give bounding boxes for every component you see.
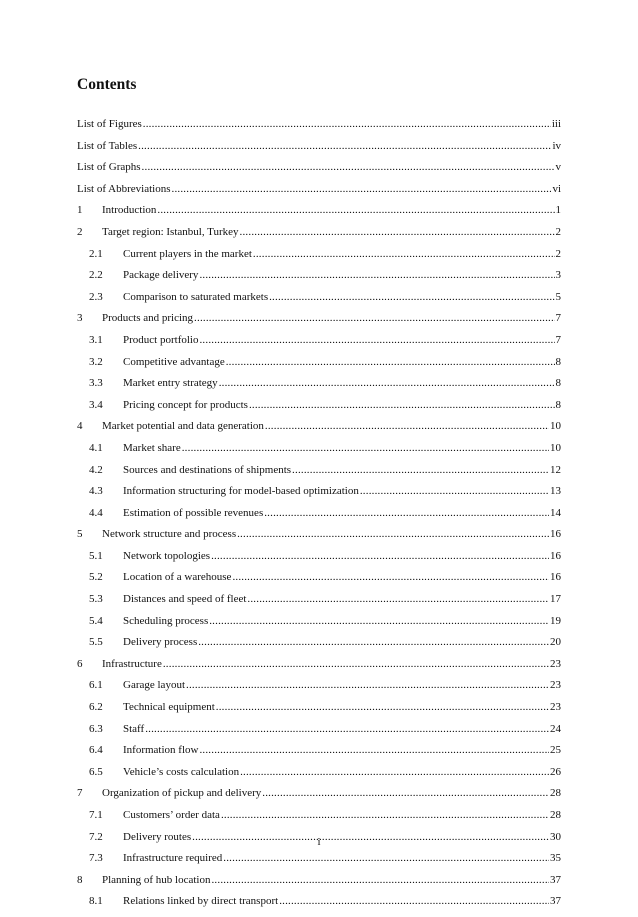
- toc-entry: [77, 226, 561, 248]
- dot-leader: [292, 464, 549, 476]
- toc-entry-title: Customers’ order data: [123, 809, 220, 821]
- toc-entry: [77, 701, 561, 723]
- toc-entry-title: Network topologies: [123, 549, 211, 562]
- toc-entry-number: 6.3: [89, 722, 103, 735]
- dot-leader: [186, 679, 549, 691]
- dot-leader: [269, 291, 554, 303]
- toc-entry: [77, 420, 561, 442]
- toc-entry-number: 2.3: [89, 290, 103, 303]
- dot-leader: [221, 809, 549, 821]
- toc-entry-page: 23: [550, 679, 561, 692]
- dot-leader: [279, 895, 549, 907]
- toc-entry: [77, 442, 561, 464]
- toc-entry-page: 10: [550, 441, 561, 454]
- toc-entry-number: 4.3: [89, 485, 103, 498]
- toc-entry-page: 23: [550, 701, 561, 714]
- toc-entry: [77, 291, 561, 313]
- toc-entry-title: Estimation of possible revenues: [123, 506, 264, 519]
- toc-entry-title: Infrastructure: [102, 657, 162, 670]
- toc-entry-page: 16: [550, 528, 561, 541]
- toc-entry-page: 13: [550, 485, 561, 498]
- toc-entry-page: v: [555, 161, 561, 174]
- toc-entry-number: 4.1: [89, 441, 103, 454]
- toc-entry: [77, 550, 561, 572]
- toc-entry: [77, 895, 561, 917]
- toc-entry-number: 6.2: [89, 701, 103, 714]
- dot-leader: [194, 312, 554, 324]
- dot-leader: [237, 528, 549, 540]
- toc-entry: [77, 507, 561, 529]
- toc-entry-number: 4.2: [89, 463, 103, 476]
- toc-entry-title: List of Graphs: [77, 161, 141, 174]
- toc-entry-number: 3.1: [89, 333, 103, 346]
- toc-entry-title: Market potential and data generation: [102, 420, 264, 433]
- toc-entry-page: vi: [552, 182, 561, 195]
- toc-entry-title: Vehicle’s costs calculation: [123, 765, 240, 778]
- dot-leader: [360, 485, 549, 497]
- toc-entry-number: 4: [77, 420, 83, 433]
- toc-entry-page: 37: [550, 873, 561, 886]
- toc-entry: [77, 464, 561, 486]
- toc-entry-title: Information structuring for model-based optimization: [123, 485, 359, 498]
- toc-entry: [77, 874, 561, 896]
- toc-entry-title: List of Abbreviations: [77, 182, 171, 195]
- toc-entry-title: Staff: [123, 722, 145, 735]
- dot-leader: [223, 852, 549, 864]
- toc-entry: [77, 593, 561, 615]
- toc-entry-title: Sources and destinations of shipments: [123, 463, 292, 476]
- toc-entry-page: iii: [551, 118, 561, 130]
- dot-leader: [240, 226, 555, 238]
- toc-entry-page: 16: [550, 549, 561, 562]
- toc-entry-number: 7.1: [89, 809, 103, 821]
- toc-entry-title: Scheduling process: [123, 614, 209, 627]
- dot-leader: [138, 140, 551, 152]
- page-number: i: [317, 836, 321, 848]
- toc-entry: [77, 356, 561, 378]
- toc-entry: [77, 766, 561, 788]
- toc-entry-page: 19: [550, 614, 561, 627]
- toc-entry-page: 37: [550, 895, 561, 908]
- toc-entry-page: 2: [555, 225, 561, 238]
- toc-entry-page: 25: [550, 744, 561, 757]
- dot-leader: [145, 723, 549, 735]
- dot-leader: [262, 787, 549, 799]
- toc-entry-title: Market entry strategy: [123, 377, 218, 390]
- dot-leader: [211, 550, 549, 562]
- toc-entry: [77, 528, 561, 550]
- dot-leader: [226, 356, 555, 368]
- toc-entry-number: 3: [77, 312, 83, 325]
- toc-entry: [77, 312, 561, 334]
- toc-entry-title: Product portfolio: [123, 333, 199, 346]
- toc-entry: [77, 269, 561, 291]
- toc-entry-page: 24: [550, 722, 561, 735]
- dot-leader: [163, 658, 549, 670]
- dot-leader: [199, 269, 554, 281]
- toc-entry-page: 8: [555, 355, 561, 368]
- toc-entry-page: 7: [555, 333, 561, 346]
- dot-leader: [264, 507, 549, 519]
- toc-entry: [77, 852, 561, 874]
- toc-entry-title: Current players in the market: [123, 247, 252, 260]
- toc-entry-title: Location of a warehouse: [123, 571, 232, 584]
- toc-entry: [77, 204, 561, 226]
- toc-entry-title: Garage layout: [123, 679, 185, 692]
- toc-entry-number: 6: [77, 657, 83, 670]
- dot-leader: [240, 766, 549, 778]
- toc-entry-number: 3.3: [89, 377, 103, 390]
- toc-entry-number: 3.4: [89, 398, 103, 411]
- toc-entry-title: List of Figures: [77, 118, 142, 130]
- toc-entry-page: 3: [555, 269, 561, 282]
- toc-entry-number: 7.3: [89, 852, 103, 865]
- toc-entry-page: 26: [550, 765, 561, 778]
- toc-entry: [77, 615, 561, 637]
- toc-entry: [77, 723, 561, 745]
- dot-leader: [157, 204, 554, 216]
- dot-leader: [249, 399, 555, 411]
- dot-leader: [143, 118, 551, 130]
- toc-entry-title: Pricing concept for products: [123, 398, 248, 411]
- toc-entry: [77, 636, 561, 658]
- toc-entry-title: Technical equipment: [123, 701, 215, 714]
- toc-entry: [77, 399, 561, 421]
- dot-leader: [182, 442, 549, 454]
- dot-leader: [232, 571, 549, 583]
- toc-entry-title: Competitive advantage: [123, 355, 225, 368]
- toc-entry-title: Relations linked by direct transport: [123, 895, 279, 908]
- toc-entry-page: 35: [550, 852, 561, 865]
- toc-entry-number: 6.5: [89, 765, 103, 778]
- dot-leader: [265, 420, 549, 432]
- toc-entry-number: 5.3: [89, 593, 103, 606]
- dot-leader: [142, 161, 555, 173]
- toc-entry-title: Planning of hub location: [102, 873, 211, 886]
- dot-leader: [253, 248, 555, 260]
- toc-entry-page: 2: [555, 247, 561, 260]
- toc-entry-number: 5: [77, 528, 83, 541]
- toc-entry-page: 12: [550, 463, 561, 476]
- toc-entry-number: 7: [77, 787, 83, 800]
- toc-entry: [77, 140, 561, 162]
- toc-entry-number: 2.1: [89, 247, 103, 260]
- toc-entry-number: 8.1: [89, 895, 103, 908]
- table-of-contents: [77, 118, 561, 917]
- dot-leader: [209, 615, 549, 627]
- toc-entry-title: Information flow: [123, 744, 199, 757]
- dot-leader: [247, 593, 549, 605]
- toc-entry-title: Network structure and process: [102, 528, 237, 541]
- toc-entry-number: 4.4: [89, 506, 103, 519]
- toc-entry-title: Package delivery: [123, 269, 199, 282]
- toc-entry: [77, 679, 561, 701]
- toc-entry-page: iv: [552, 139, 561, 152]
- toc-entry: [77, 658, 561, 680]
- toc-entry-number: 5.2: [89, 571, 103, 584]
- toc-entry-title: Introduction: [102, 204, 157, 217]
- toc-entry-number: 2: [77, 225, 83, 238]
- toc-entry: [77, 571, 561, 593]
- dot-leader: [211, 874, 549, 886]
- toc-entry-title: Market share: [123, 441, 181, 454]
- toc-entry: [77, 183, 561, 205]
- toc-entry-number: 1: [77, 204, 83, 217]
- toc-entry-number: 6.1: [89, 679, 103, 692]
- toc-entry-page: 7: [555, 312, 561, 325]
- dot-leader: [216, 701, 549, 713]
- toc-entry-number: 5.1: [89, 549, 103, 562]
- toc-entry-title: Products and pricing: [102, 312, 194, 325]
- toc-entry: [77, 118, 561, 140]
- toc-entry-page: 8: [555, 377, 561, 390]
- toc-entry-page: 28: [550, 787, 561, 800]
- toc-entry: [77, 334, 561, 356]
- dot-leader: [198, 636, 549, 648]
- toc-entry: [77, 248, 561, 270]
- toc-entry-title: Target region: Istanbul, Turkey: [102, 225, 239, 238]
- toc-entry: [77, 161, 561, 183]
- toc-entry-page: 8: [555, 398, 561, 411]
- toc-entry: [77, 485, 561, 507]
- toc-entry-number: 5.4: [89, 614, 103, 627]
- toc-entry-number: 6.4: [89, 744, 103, 757]
- toc-entry-title: Infrastructure required: [123, 852, 223, 865]
- toc-entry-title: Distances and speed of fleet: [123, 593, 247, 606]
- toc-entry-page: 16: [550, 571, 561, 584]
- toc-entry: [77, 809, 561, 831]
- contents-heading: Contents: [77, 76, 137, 93]
- toc-entry-title: Comparison to saturated markets: [123, 290, 269, 303]
- dot-leader: [199, 744, 549, 756]
- toc-entry-page: 1: [555, 204, 561, 217]
- toc-entry-page: 10: [550, 420, 561, 433]
- toc-entry-page: 28: [550, 809, 561, 821]
- toc-entry: [77, 744, 561, 766]
- toc-entry-page: 17: [550, 593, 561, 606]
- toc-entry-title: List of Tables: [77, 139, 138, 152]
- toc-entry-page: 20: [550, 636, 561, 649]
- toc-entry-number: 8: [77, 873, 83, 886]
- toc-entry-page: 14: [550, 506, 561, 519]
- toc-entry-title: Delivery process: [123, 636, 198, 649]
- toc-entry-page: 30: [550, 830, 561, 843]
- toc-entry-page: 5: [555, 290, 561, 303]
- toc-entry-number: 5.5: [89, 636, 103, 649]
- dot-leader: [199, 334, 554, 346]
- dot-leader: [219, 377, 555, 389]
- toc-entry-number: 3.2: [89, 355, 103, 368]
- toc-entry-number: 7.2: [89, 830, 103, 843]
- toc-entry-title: Organization of pickup and delivery: [102, 787, 262, 800]
- dot-leader: [172, 183, 552, 195]
- toc-entry: [77, 377, 561, 399]
- toc-entry-number: 2.2: [89, 269, 103, 282]
- toc-entry-page: 23: [550, 657, 561, 670]
- toc-entry-title: Delivery routes: [123, 830, 192, 843]
- toc-entry: [77, 787, 561, 809]
